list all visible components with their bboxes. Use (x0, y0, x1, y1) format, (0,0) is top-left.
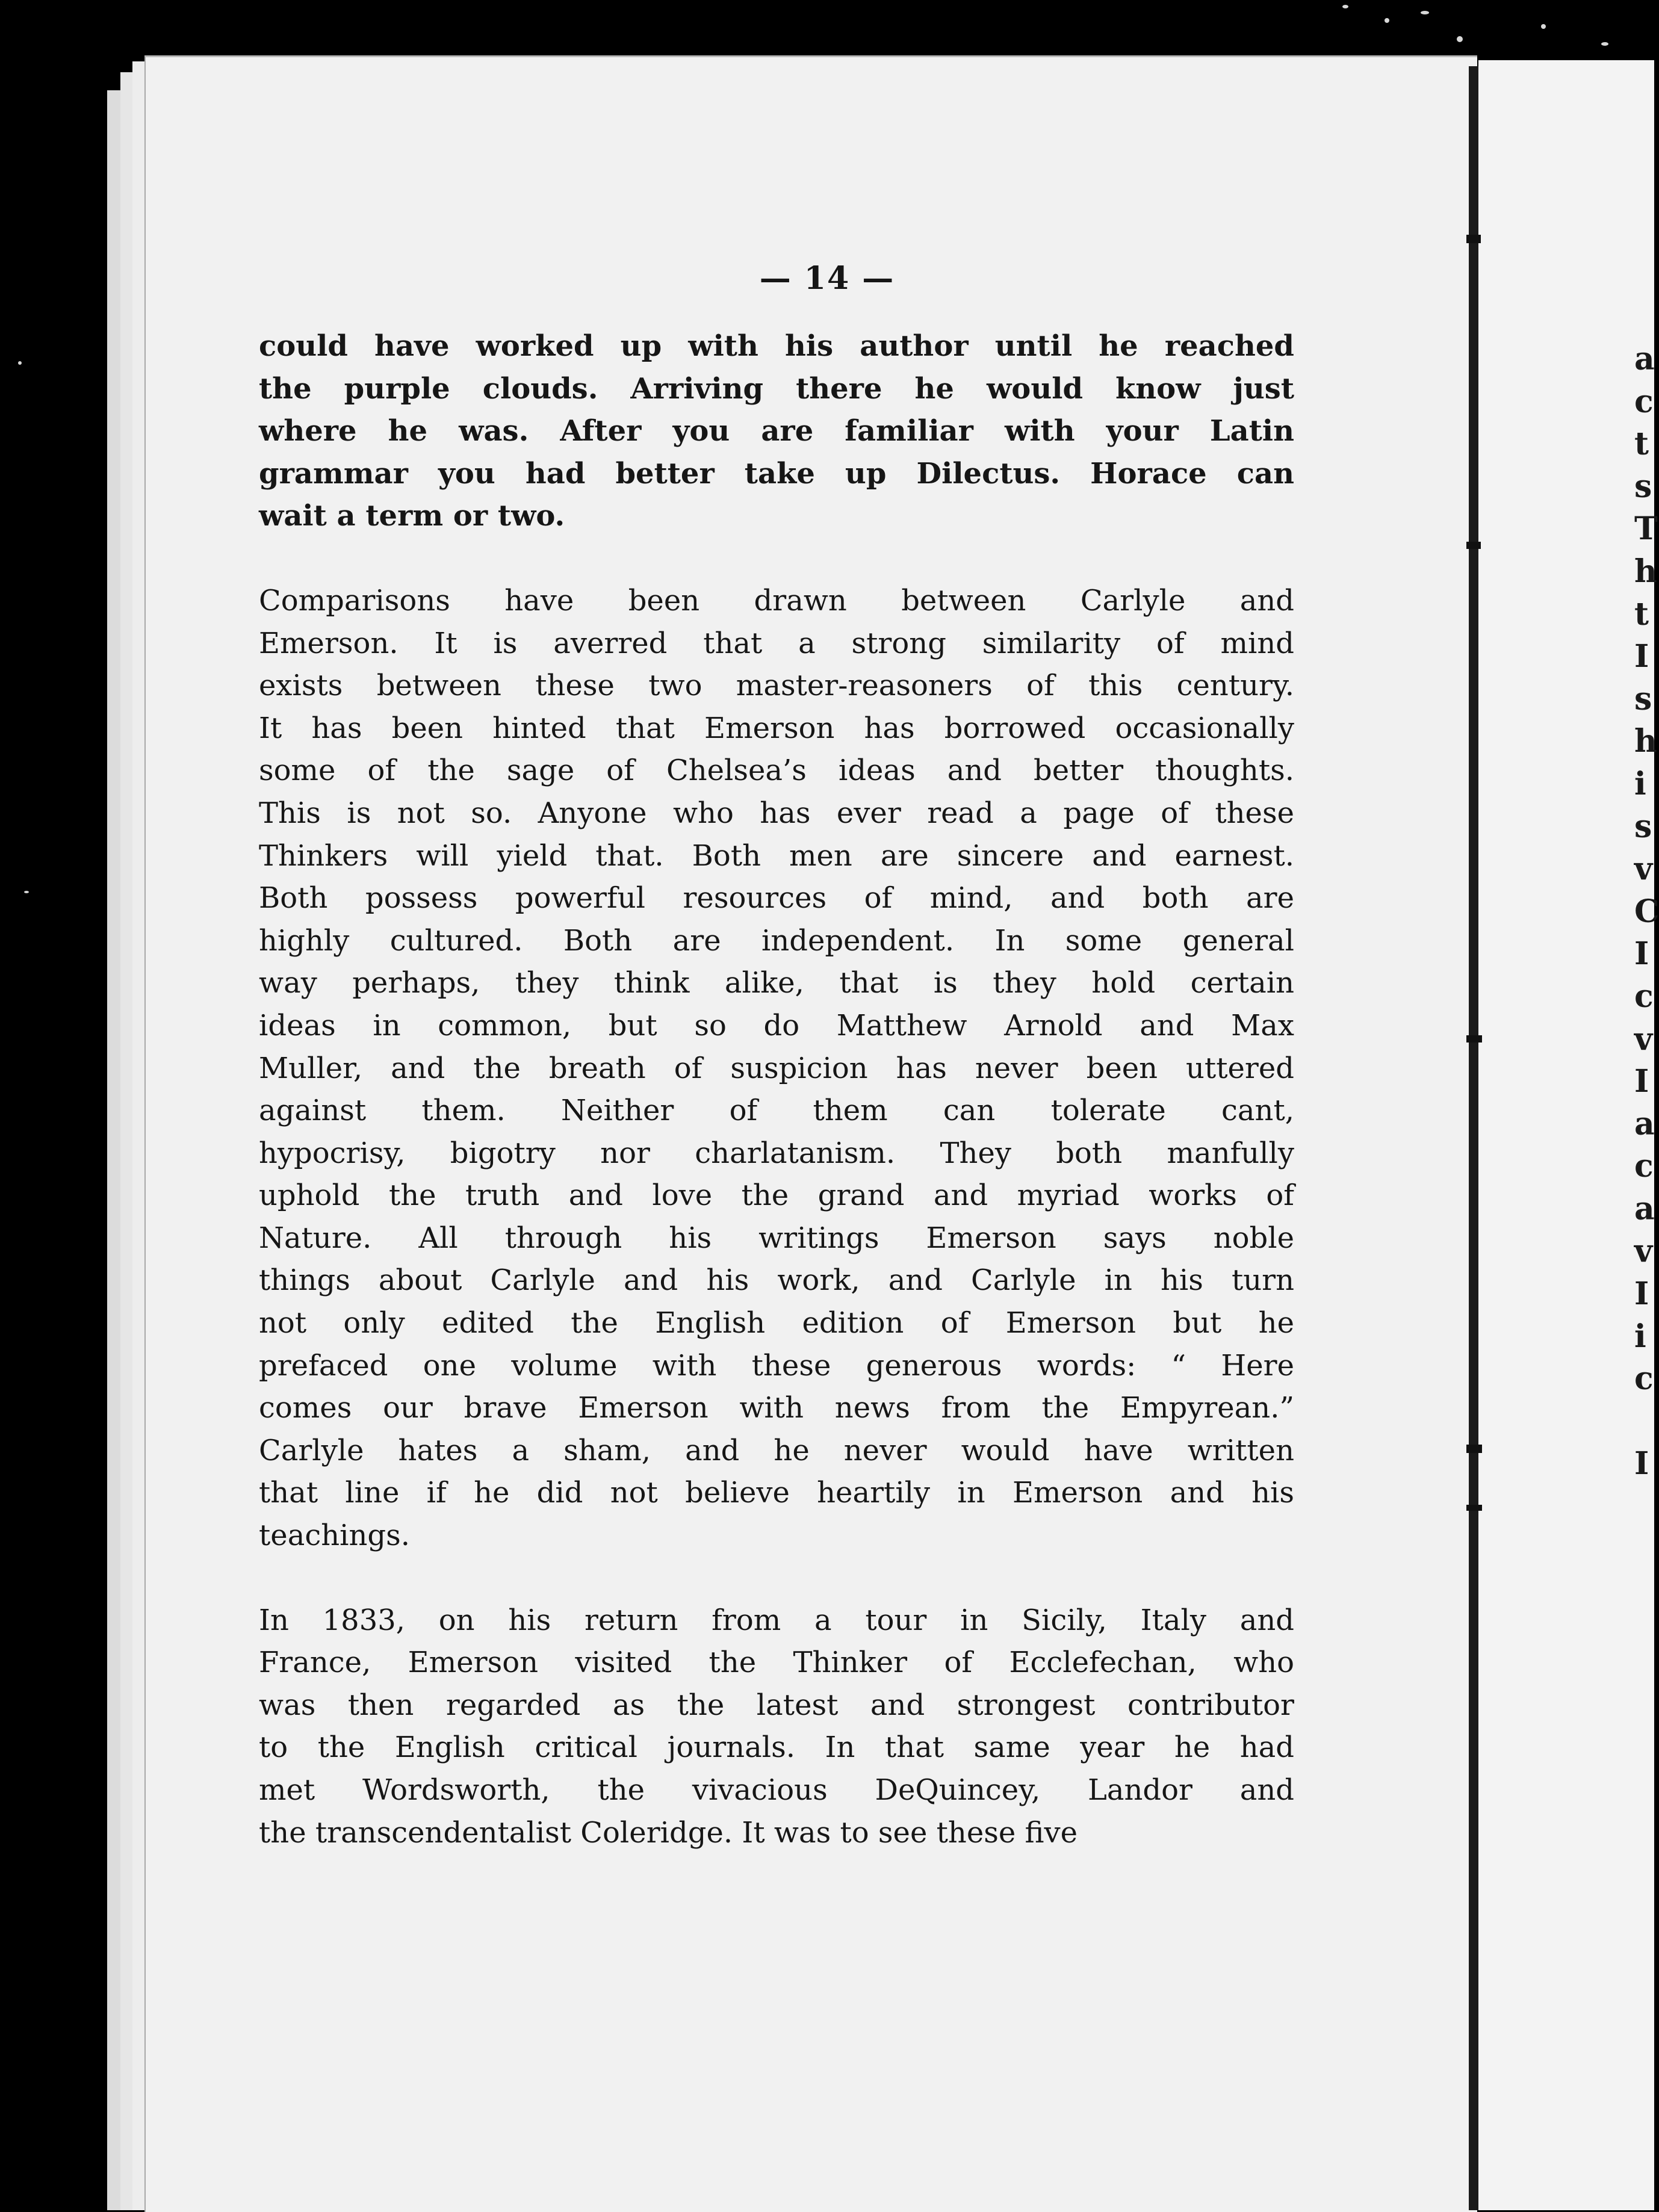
text-line: exists between these two master-reasoners of this century. (259, 669, 1294, 703)
right-page-char: I (1634, 1275, 1649, 1313)
text-line: against them. Neither of them can tolerate cant, (259, 1094, 1294, 1128)
binding-mark (1466, 542, 1481, 549)
text-line: things about Carlyle and his work, and Carlyle in his turn (259, 1263, 1294, 1298)
text-line: hypocrisy, bigotry nor charlatanism. They both manfully (259, 1136, 1294, 1170)
page-number: — 14 — (759, 260, 895, 297)
text-line: uphold the truth and love the grand and myriad works of (259, 1179, 1294, 1213)
binding-mark (1466, 1035, 1482, 1042)
scan-speck (1457, 36, 1463, 42)
text-line: prefaced one volume with these generous words: “ Here (259, 1348, 1294, 1383)
scan-speck (1601, 42, 1608, 46)
paragraph (259, 580, 1294, 1557)
scan-speck (18, 361, 22, 365)
text-line: that line if he did not believe heartily in Emerson and his (259, 1476, 1294, 1510)
text-line: France, Emerson visited the Thinker of Ecclefechan, who (259, 1646, 1294, 1680)
paragraph-gap (259, 538, 1294, 580)
book-gutter (1469, 66, 1478, 2210)
scan-speck (1421, 11, 1429, 14)
text-line: could have worked up with his author until he reached (259, 329, 1294, 363)
right-page-char: v (1634, 1020, 1653, 1058)
text-line: was then regarded as the latest and strongest contributor (259, 1688, 1294, 1722)
right-page-char: v (1634, 1233, 1653, 1270)
text-line: This is not so. Anyone who has ever read a page of these (259, 796, 1294, 830)
text-line: It has been hinted that Emerson has borrowed occasionally (259, 711, 1294, 745)
text-line: Both possess powerful resources of mind, and both are (259, 881, 1294, 915)
right-page-char: h (1634, 723, 1657, 760)
paragraph (259, 1599, 1294, 1854)
right-page-char: s (1634, 808, 1652, 845)
scan-speck (24, 891, 29, 893)
binding-mark (1466, 1445, 1482, 1453)
text-line: where he was. After you are familiar with your Latin (259, 414, 1294, 448)
text-line: ideas in common, but so do Matthew Arnold and Max (259, 1008, 1294, 1042)
right-page-char: i (1634, 1318, 1646, 1355)
right-page-char: I (1634, 1063, 1649, 1100)
text-line: Nature. All through his writings Emerson says noble (259, 1221, 1294, 1255)
right-page-char: a (1634, 1105, 1655, 1142)
right-page-char: h (1634, 553, 1657, 590)
right-page-char (1634, 1401, 1658, 1443)
right-page-char: C (1634, 893, 1659, 930)
right-page-char: I (1634, 638, 1649, 675)
right-page-char: a (1634, 1190, 1655, 1227)
text-line: Carlyle hates a sham, and he never would have written (259, 1433, 1294, 1467)
text-line: grammar you had better take up Dilectus. Horace can (259, 456, 1294, 491)
text-line: Emerson. It is averred that a strong similarity of mind (259, 626, 1294, 660)
right-page-char: s (1634, 680, 1652, 717)
right-page-char: a (1634, 341, 1655, 377)
scan-speck (1342, 5, 1348, 8)
binding-mark (1466, 1505, 1482, 1511)
right-page-char: c (1634, 1148, 1654, 1185)
right-page-char: c (1634, 383, 1654, 420)
paragraph-gap (259, 1557, 1294, 1599)
text-line: Thinkers will yield that. Both men are sincere and earnest. (259, 838, 1294, 873)
scan-speck (1541, 24, 1546, 29)
right-page-char: t (1634, 595, 1649, 633)
text-line: way perhaps, they think alike, that is they hold certain (259, 966, 1294, 1000)
right-page-char: I (1634, 935, 1649, 973)
right-page-char: t (1634, 426, 1649, 463)
body-text (259, 325, 1294, 1854)
paragraph (259, 325, 1294, 538)
text-line: to the English critical journals. In that same year he had (259, 1730, 1294, 1765)
text-line: wait a term or two. (259, 499, 565, 533)
text-line: In 1833, on his return from a tour in Sicily, Italy and (259, 1603, 1294, 1637)
book-page-right (1478, 60, 1654, 2210)
right-page-char: I (1634, 1445, 1649, 1482)
text-line: Comparisons have been drawn between Carlyle and (259, 583, 1294, 618)
scan-speck (1385, 18, 1389, 23)
text-line: the purple clouds. Arriving there he would know just (259, 371, 1294, 406)
text-line: comes our brave Emerson with news from the Empyrean.” (259, 1391, 1294, 1425)
text-line: highly cultured. Both are independent. In some general (259, 923, 1294, 958)
text-line: the transcendentalist Coleridge. It was to see these five (259, 1815, 1078, 1850)
right-page-char: v (1634, 850, 1653, 888)
right-page-char: T (1634, 510, 1658, 548)
text-line: Muller, and the breath of suspicion has never been uttered (259, 1051, 1294, 1085)
right-page-char: c (1634, 1360, 1654, 1398)
right-page-text-fragment (1634, 338, 1658, 1486)
text-line: met Wordsworth, the vivacious DeQuincey, Landor and (259, 1773, 1294, 1807)
binding-mark (1466, 235, 1481, 243)
right-page-char: c (1634, 977, 1654, 1015)
text-line: not only edited the English edition of Emerson but he (259, 1306, 1294, 1340)
text-line: some of the sage of Chelsea’s ideas and better thoughts. (259, 754, 1294, 788)
text-line: teachings. (259, 1519, 410, 1553)
right-page-char: s (1634, 468, 1652, 505)
right-page-char: i (1634, 765, 1646, 802)
